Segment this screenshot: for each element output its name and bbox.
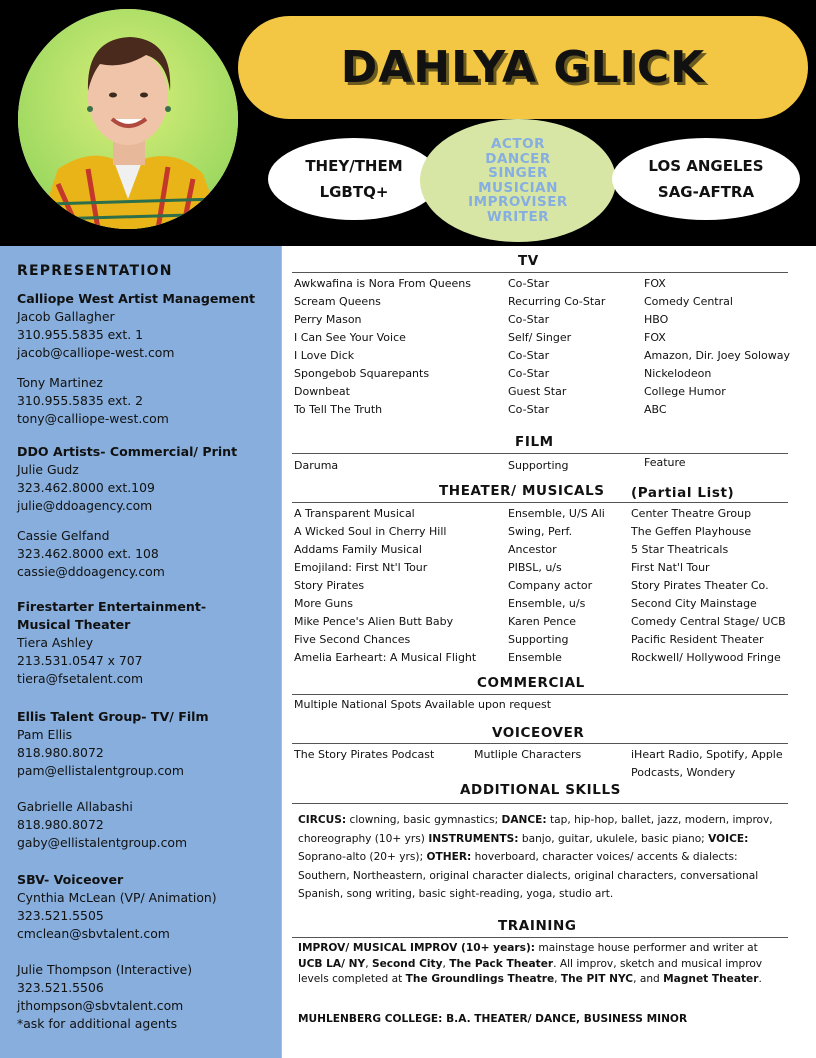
identity: LGBTQ+ <box>319 183 389 201</box>
theater-credit-title: More Guns <box>294 597 353 610</box>
headshot-photo <box>18 9 238 229</box>
theater-credit-venue: First Nat'l Tour <box>631 561 710 574</box>
agent-name: Jacob Gallagher <box>17 309 115 324</box>
agent-email: cmclean@sbvtalent.com <box>17 926 170 941</box>
tv-credit-venue: HBO <box>644 313 669 326</box>
role-item: SINGER <box>488 165 548 181</box>
film-credit-type: Feature <box>644 456 686 469</box>
theater-credit-role: Ensemble, U/S Ali <box>508 507 605 520</box>
theater-credit-title: Five Second Chances <box>294 633 411 646</box>
tv-credit-title: Scream Queens <box>294 295 381 308</box>
theater-credit-role: Ancestor <box>508 543 557 556</box>
skill-label: DANCE: <box>501 814 547 826</box>
agent-phone: 310.955.5835 ext. 1 <box>17 327 144 342</box>
theater-credit-role: Company actor <box>508 579 593 592</box>
theater-credit-title: Addams Family Musical <box>294 543 422 556</box>
tv-credit-title: To Tell The Truth <box>294 403 383 416</box>
training-text: mainstage house performer and writer at <box>535 942 758 954</box>
theater-credit-venue: Story Pirates Theater Co. <box>631 579 769 592</box>
tv-credit-title: I Love Dick <box>294 349 355 362</box>
rep-block <box>17 871 217 943</box>
agency-name: Calliope West Artist Management <box>17 291 256 306</box>
agency-name: Ellis Talent Group- TV/ Film <box>17 709 209 724</box>
agency-name: SBV- Voiceover <box>17 872 124 887</box>
theater-credit-role: Supporting <box>508 633 569 646</box>
skill-label: INSTRUMENTS: <box>428 832 519 845</box>
theater-title: THEATER/ MUSICALS <box>439 483 605 499</box>
skill-text: tap, hip-hop, ballet, jazz, modern, improv, choreography (10+ yrs) <box>298 814 773 845</box>
voiceover-credit-role: Mutliple Characters <box>474 748 582 761</box>
pronouns-oval <box>268 138 440 220</box>
skills-title: ADDITIONAL SKILLS <box>460 782 621 798</box>
training-venue: Second City <box>371 957 443 970</box>
commercial-title: COMMERCIAL <box>477 675 585 691</box>
agent-email: tony@calliope-west.com <box>17 411 169 426</box>
role-item: IMPROVISER <box>468 194 568 210</box>
skill-label: VOICE: <box>708 832 749 845</box>
rep-block <box>17 961 192 1033</box>
role-item: ACTOR <box>491 136 545 152</box>
section-rule <box>292 743 788 744</box>
commercial-text: Multiple National Spots Available upon request <box>294 698 552 711</box>
agent-name: Pam Ellis <box>17 727 73 742</box>
agent-phone: 310.955.5835 ext. 2 <box>17 393 144 408</box>
tv-credit-role: Co-Star <box>508 367 550 380</box>
agent-phone: 323.521.5505 <box>17 908 104 923</box>
section-rule <box>292 803 788 804</box>
role-item: MUSICIAN <box>478 179 558 196</box>
film-title: FILM <box>515 434 554 450</box>
rep-block <box>17 527 165 581</box>
theater-credit-role: Ensemble <box>508 651 562 664</box>
rep-block <box>17 708 209 780</box>
role-item: WRITER <box>486 208 550 225</box>
skills-paragraph <box>298 811 788 904</box>
credits-content <box>282 246 816 1058</box>
tv-credit-role: Co-Star <box>508 313 550 326</box>
training-venue: The Pack Theater <box>449 957 554 970</box>
agent-phone: 323.462.8000 ext.109 <box>17 480 155 495</box>
rep-block <box>17 598 206 688</box>
theater-credit-venue: Comedy Central Stage/ UCB <box>631 615 786 628</box>
tv-credit-title: Perry Mason <box>294 313 362 326</box>
section-rule <box>292 694 788 695</box>
theater-credit-venue: Center Theatre Group <box>631 507 752 520</box>
tv-credit-venue: Amazon, Dir. Joey Soloway <box>644 349 790 362</box>
theater-credit-title: Story Pirates <box>294 579 365 592</box>
rep-block <box>17 798 187 852</box>
training-text: . <box>758 973 762 985</box>
training-venue: The PIT NYC <box>560 973 634 985</box>
tv-credit-title: Awkwafina is Nora From Queens <box>294 277 471 290</box>
rep-block <box>17 443 237 515</box>
tv-credit-venue: Comedy Central <box>644 295 733 308</box>
voiceover-credit-platform: Podcasts, Wondery <box>631 766 736 779</box>
voiceover-title: VOICEOVER <box>492 725 585 741</box>
training-label: IMPROV/ MUSICAL IMPROV (10+ years): <box>298 942 536 954</box>
tv-credit-role: Self/ Singer <box>508 331 572 344</box>
section-rule <box>292 937 788 938</box>
training-text: , <box>365 957 372 970</box>
role-item: DANCER <box>485 150 551 167</box>
tv-credit-role: Co-Star <box>508 277 550 290</box>
tv-title: TV <box>518 253 539 269</box>
tv-credit-role: Co-Star <box>508 349 550 362</box>
agent-name: Tiera Ashley <box>17 635 94 650</box>
tv-credit-venue: ABC <box>644 403 667 416</box>
training-title: TRAINING <box>498 918 577 934</box>
agency-name: Firestarter Entertainment- <box>17 599 207 614</box>
section-rule <box>292 502 788 503</box>
resume-header <box>0 0 816 246</box>
agent-name: Julie Thompson (Interactive) <box>17 962 193 977</box>
tv-credit-venue: FOX <box>644 277 666 290</box>
film-credit-title: Daruma <box>294 459 339 472</box>
theater-credit-title: Amelia Earheart: A Musical Flight <box>294 651 477 664</box>
agent-name: Cynthia McLean (VP/ Animation) <box>17 890 217 905</box>
tv-credit-role: Recurring Co-Star <box>508 295 606 308</box>
theater-credit-venue: 5 Star Theatricals <box>631 543 729 556</box>
agent-phone: 213.531.0547 x 707 <box>17 653 143 668</box>
agent-phone: 323.521.5506 <box>17 980 104 995</box>
agent-email: jthompson@sbvtalent.com <box>17 998 184 1013</box>
theater-credit-title: A Transparent Musical <box>294 507 415 520</box>
skill-text: Soprano-alto (20+ yrs); <box>298 851 424 863</box>
location: LOS ANGELES <box>648 157 764 175</box>
college-training: MUHLENBERG COLLEGE: B.A. THEATER/ DANCE, BUSINESS MINOR <box>298 1013 688 1025</box>
agent-email: jacob@calliope-west.com <box>17 345 175 360</box>
agent-email: tiera@fsetalent.com <box>17 671 144 686</box>
skill-label: CIRCUS: <box>298 814 347 826</box>
agent-email: gaby@ellistalentgroup.com <box>17 835 188 850</box>
tv-credit-title: I Can See Your Voice <box>294 331 406 344</box>
training-venue: Magnet Theater <box>663 973 759 985</box>
voiceover-credit-platform: iHeart Radio, Spotify, Apple <box>631 748 783 761</box>
rep-block <box>17 374 169 428</box>
rep-block <box>17 290 255 362</box>
skill-text: banjo, guitar, ukulele, basic piano; <box>518 832 705 845</box>
agency-name: DDO Artists- Commercial/ Print <box>17 444 238 459</box>
tv-credit-title: Spongebob Squarepants <box>294 367 430 380</box>
tv-credit-role: Co-Star <box>508 403 550 416</box>
training-text: . All improv, sketch and musical improv levels completed at <box>298 957 763 985</box>
film-credit-role: Supporting <box>508 459 569 472</box>
section-rule <box>292 453 788 454</box>
tv-credit-title: Downbeat <box>294 385 350 398</box>
pronouns: THEY/THEM <box>305 157 403 175</box>
name-banner <box>238 16 808 119</box>
training-text: , and <box>633 973 664 985</box>
theater-credit-venue: Rockwell/ Hollywood Fringe <box>631 651 781 664</box>
training-text: , <box>554 973 561 985</box>
agency-name: Musical Theater <box>17 617 131 632</box>
agent-email: pam@ellistalentgroup.com <box>17 763 184 778</box>
roles-oval <box>420 119 616 242</box>
training-venue: The Groundlings Theatre <box>405 973 555 985</box>
theater-credit-venue: The Geffen Playhouse <box>631 525 752 538</box>
theater-credit-role: Ensemble, u/s <box>508 597 586 610</box>
tv-credit-venue: Nickelodeon <box>644 367 712 380</box>
training-text: , <box>442 957 450 970</box>
additional-agents-note: *ask for additional agents <box>17 1016 178 1031</box>
skill-text: clowning, basic gymnastics; <box>346 814 499 826</box>
theater-credit-title: Mike Pence's Alien Butt Baby <box>294 615 454 628</box>
theater-credit-venue: Second City Mainstage <box>631 597 757 610</box>
skill-text: hoverboard, character voices/ accents & dialects: Southern, Northeastern, original character dialects, original characters, conversational Spanish, song writing, basic sight-reading, yoga, studio art. <box>298 851 759 900</box>
theater-credit-role: PIBSL, u/s <box>508 561 562 574</box>
actor-name: DAHLYA GLICK <box>340 42 706 93</box>
agent-name: Julie Gudz <box>17 462 79 477</box>
theater-credit-title: Emojiland: First Nt'l Tour <box>294 561 428 574</box>
representation-sidebar <box>0 246 282 1058</box>
tv-credit-role: Guest Star <box>508 385 567 398</box>
agent-email: julie@ddoagency.com <box>17 498 153 513</box>
agent-phone: 323.462.8000 ext. 108 <box>17 546 159 561</box>
tv-credit-venue: College Humor <box>644 385 726 398</box>
theater-subtitle: (Partial List) <box>631 485 735 501</box>
location-oval <box>612 138 800 220</box>
training-venue: UCB LA/ NY <box>298 957 366 970</box>
agent-name: Tony Martinez <box>17 375 103 390</box>
tv-credit-venue: FOX <box>644 331 666 344</box>
representation-title: REPRESENTATION <box>17 263 173 279</box>
voiceover-credit-title: The Story Pirates Podcast <box>294 748 435 761</box>
theater-credit-role: Karen Pence <box>508 615 577 628</box>
agent-phone: 818.980.8072 <box>17 745 104 760</box>
agent-phone: 818.980.8072 <box>17 817 104 832</box>
agent-name: Gabrielle Allabashi <box>17 799 133 814</box>
section-rule <box>292 272 788 273</box>
theater-credit-venue: Pacific Resident Theater <box>631 633 764 646</box>
training-paragraph <box>298 941 768 988</box>
union: SAG-AFTRA <box>657 183 755 201</box>
skill-label: OTHER: <box>426 851 472 863</box>
theater-credit-role: Swing, Perf. <box>508 525 573 538</box>
theater-credit-title: A Wicked Soul in Cherry Hill <box>294 525 447 538</box>
agent-email: cassie@ddoagency.com <box>17 564 165 579</box>
agent-name: Cassie Gelfand <box>17 528 110 543</box>
